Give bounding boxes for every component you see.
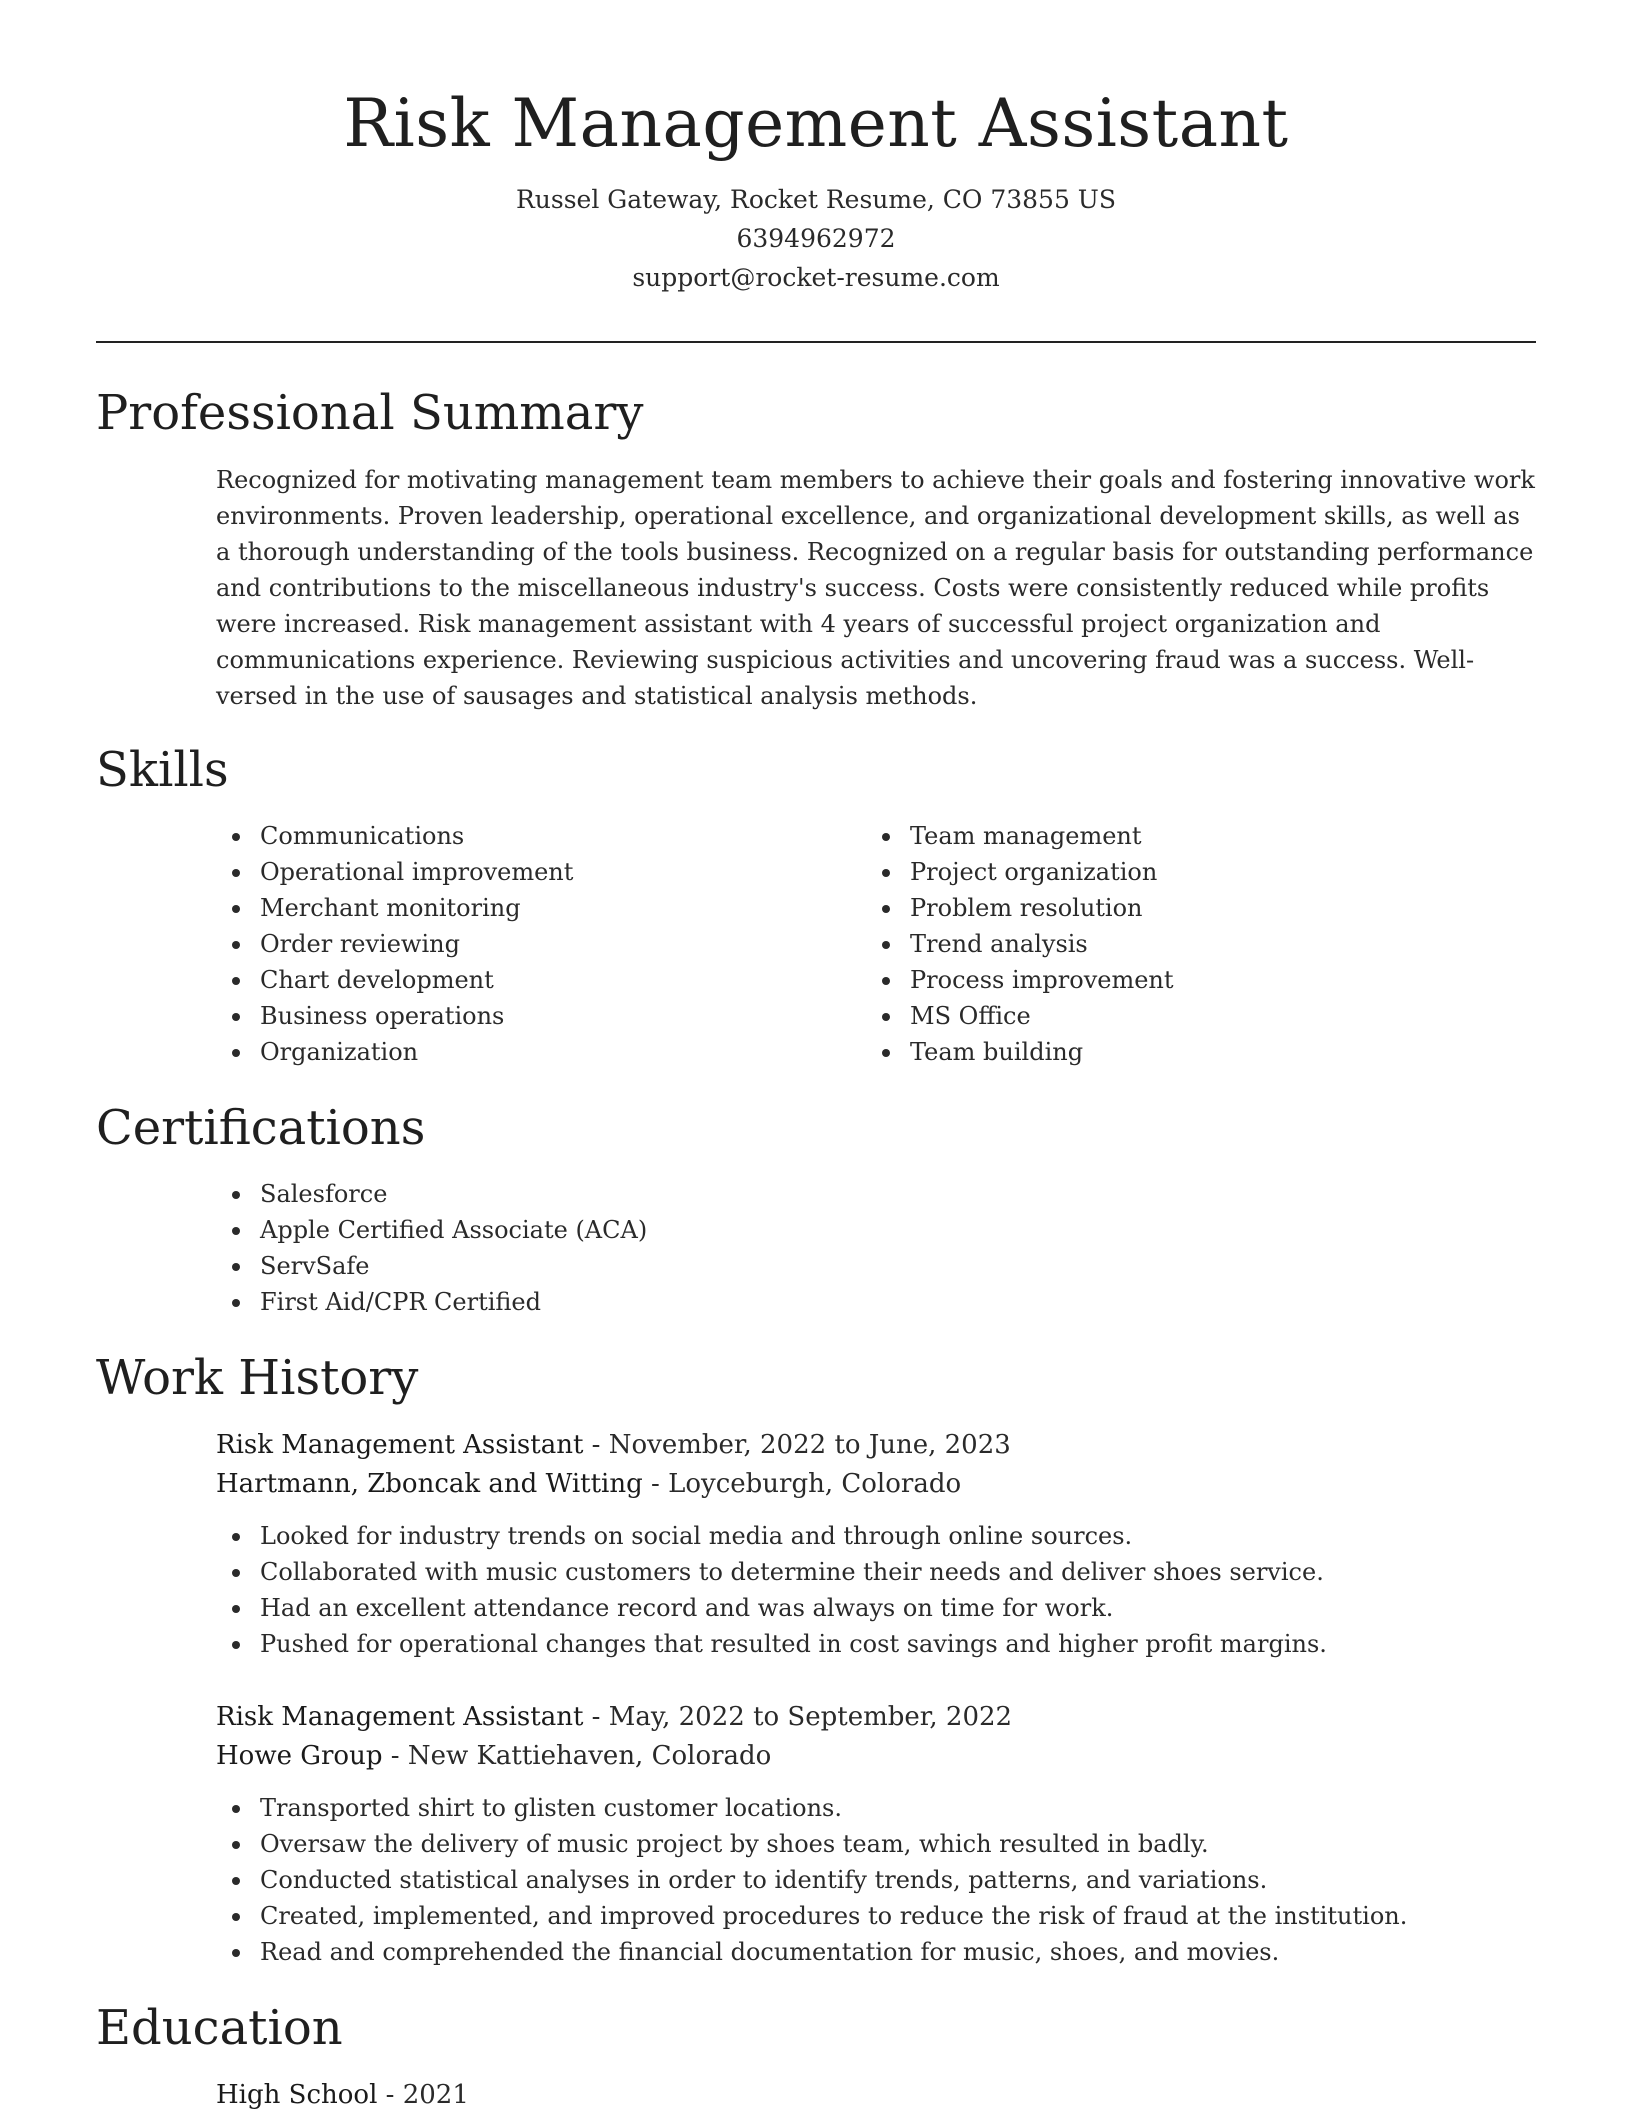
section-title-education: Education (96, 2000, 343, 2056)
resume-header (96, 80, 1536, 297)
list-item: MS Office (866, 998, 1174, 1034)
list-item: Had an excellent attendance record and was always on time for work. (216, 1590, 1536, 1626)
list-item: Pushed for operational changes that resulted in cost savings and higher profit margins. (216, 1626, 1536, 1662)
list-item: Transported shirt to glisten customer locations. (216, 1790, 1536, 1826)
list-item: Trend analysis (866, 926, 1174, 962)
job-title: Risk Management Assistant (216, 1430, 584, 1460)
education-entry (216, 2076, 469, 2115)
list-item: Conducted statistical analyses in order to identify trends, patterns, and variations. (216, 1862, 1536, 1898)
skills-list-left (216, 818, 573, 1070)
certifications-list (216, 1176, 647, 1320)
contact-address: Russel Gateway, Rocket Resume, CO 73855 US (515, 185, 1117, 214)
list-item: Team building (866, 1034, 1174, 1070)
section-title-summary: Professional Summary (96, 385, 644, 441)
job-entry (216, 1698, 1536, 1970)
candidate-name: Risk Management Assistant (343, 85, 1289, 162)
job-dates: November, 2022 to June, 2023 (608, 1430, 1011, 1460)
job-bullets (216, 1518, 1536, 1662)
job-company-line (216, 1465, 1536, 1504)
contact-phone: 6394962972 (736, 224, 896, 253)
list-item: Order reviewing (216, 926, 573, 962)
job-bullets (216, 1790, 1536, 1970)
section-title-work-history: Work History (96, 1350, 419, 1406)
contact-email: support@rocket-resume.com (632, 263, 1000, 292)
list-item: First Aid/CPR Certified (216, 1284, 647, 1320)
section-title-certifications: Certifications (96, 1100, 426, 1156)
section-title-skills: Skills (96, 742, 229, 798)
list-item: Business operations (216, 998, 573, 1034)
job-title-line (216, 1698, 1536, 1737)
list-item: Read and comprehended the financial documentation for music, shoes, and movies. (216, 1934, 1536, 1970)
job-dates: May, 2022 to September, 2022 (608, 1702, 1013, 1732)
list-item: Process improvement (866, 962, 1174, 998)
job-location: Loyceburgh, Colorado (668, 1469, 962, 1499)
list-item: Organization (216, 1034, 573, 1070)
education-year: 2021 (402, 2080, 469, 2110)
job-title-line (216, 1426, 1536, 1465)
header-divider (96, 341, 1536, 343)
job-entry (216, 1426, 1536, 1662)
list-item: Operational improvement (216, 854, 573, 890)
list-item: Communications (216, 818, 573, 854)
separator: - (583, 1430, 609, 1460)
list-item: Merchant monitoring (216, 890, 573, 926)
job-company: Howe Group (216, 1741, 383, 1771)
list-item: Project organization (866, 854, 1174, 890)
separator: - (377, 2080, 403, 2110)
list-item: ServSafe (216, 1248, 647, 1284)
list-item: Oversaw the delivery of music project by shoes team, which resulted in badly. (216, 1826, 1536, 1862)
list-item: Collaborated with music customers to determine their needs and deliver shoes service. (216, 1554, 1536, 1590)
list-item: Salesforce (216, 1176, 647, 1212)
list-item: Problem resolution (866, 890, 1174, 926)
list-item: Created, implemented, and improved procedures to reduce the risk of fraud at the institution. (216, 1898, 1536, 1934)
job-location: New Kattiehaven, Colorado (407, 1741, 772, 1771)
job-company-line (216, 1737, 1536, 1776)
list-item: Looked for industry trends on social media and through online sources. (216, 1518, 1536, 1554)
job-company: Hartmann, Zboncak and Witting (216, 1469, 643, 1499)
separator: - (642, 1469, 669, 1499)
job-title: Risk Management Assistant (216, 1702, 584, 1732)
summary-text: Recognized for motivating management team members to achieve their goals and fostering innovative work environments. Proven leadership, operational excellence, and organizational development skills, as well as a thorough understanding of the tools business. Recognized on a regular basis for outstanding performance and contributions to the miscellaneous industry's success. Costs were consistently reduced while profits were increased. Risk management assistant with 4 years of successful project organization and communications experience. Reviewing suspicious activities and uncovering fraud was a success. Well-versed in the use of sausages and statistical analysis methods. (216, 466, 1535, 710)
list-item: Team management (866, 818, 1174, 854)
list-item: Apple Certified Associate (ACA) (216, 1212, 647, 1248)
separator: - (583, 1702, 609, 1732)
education-degree: High School (216, 2080, 378, 2110)
skills-list-right (866, 818, 1174, 1070)
list-item: Chart development (216, 962, 573, 998)
separator: - (382, 1741, 408, 1771)
